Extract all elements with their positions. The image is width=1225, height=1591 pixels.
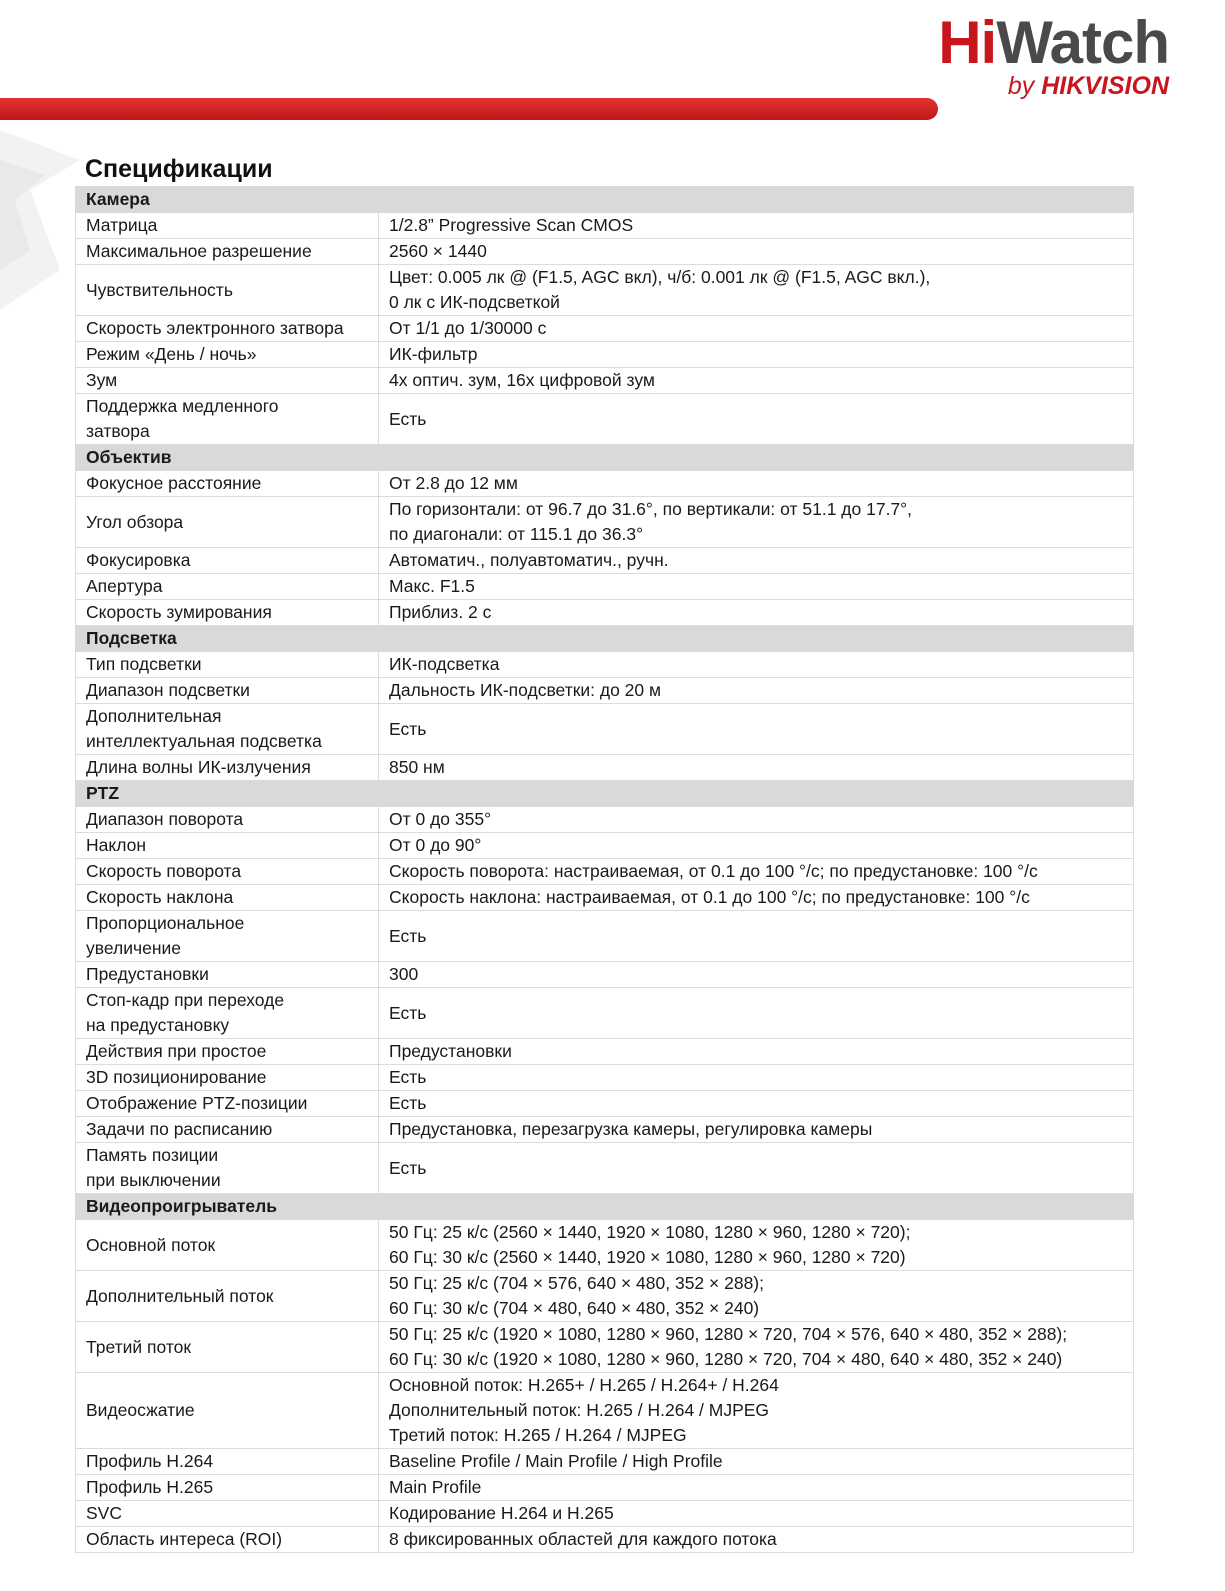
section-header [76,1194,1134,1220]
spec-label-line: на предустановку [86,1015,230,1035]
spec-value-line: 850 нм [389,757,445,777]
spec-label [76,1065,379,1091]
spec-value-line: 50 Гц: 25 к/с (704 × 576, 640 × 480, 352 × 288); [389,1273,764,1293]
spec-row [76,1475,1134,1501]
spec-label-line: Наклон [86,835,147,855]
header-red-bar [0,98,938,120]
spec-row [76,548,1134,574]
spec-row [76,600,1134,626]
spec-label-line: Матрица [86,215,158,235]
spec-label-line: Зум [86,370,118,390]
spec-value [379,652,1134,678]
spec-value [379,600,1134,626]
spec-label-line: SVC [86,1503,122,1523]
spec-row [76,1501,1134,1527]
spec-value-line: Скорость поворота: настраиваемая, от 0.1 до 100 °/с; по предустановке: 100 °/с [389,861,1038,881]
spec-row [76,1091,1134,1117]
spec-label [76,1449,379,1475]
spec-row [76,885,1134,911]
spec-label [76,911,379,962]
spec-value [379,859,1134,885]
spec-value [379,1322,1134,1373]
spec-label-line: Скорость электронного затвора [86,318,344,338]
spec-value [379,574,1134,600]
spec-row [76,1527,1134,1553]
spec-row [76,988,1134,1039]
spec-value [379,911,1134,962]
spec-label [76,342,379,368]
logo-watch: Watch [996,9,1169,76]
spec-value [379,678,1134,704]
spec-row [76,833,1134,859]
spec-row [76,1373,1134,1449]
spec-value [379,988,1134,1039]
spec-label-line: при выключении [86,1170,221,1190]
spec-value-line: 300 [389,964,419,984]
spec-value-line: 0 лк с ИК-подсветкой [389,292,560,312]
spec-value-line: От 2.8 до 12 мм [389,473,518,493]
spec-value-line: Приблиз. 2 с [389,602,492,622]
spec-value [379,316,1134,342]
section-title: Камера [76,187,1134,213]
spec-label-line: Фокусировка [86,550,191,570]
spec-label [76,316,379,342]
spec-label-line: Отображение PTZ-позиции [86,1093,308,1113]
spec-label [76,265,379,316]
spec-value-line: Есть [389,1002,427,1023]
spec-value [379,755,1134,781]
spec-value [379,1271,1134,1322]
spec-label-line: Профиль H.264 [86,1451,214,1471]
spec-value-line: Скорость наклона: настраиваемая, от 0.1 до 100 °/с; по предустановке: 100 °/с [389,887,1030,907]
spec-value-line: 2560 × 1440 [389,241,487,261]
spec-value [379,833,1134,859]
spec-label-line: Память позиции [86,1145,219,1165]
spec-value [379,1501,1134,1527]
spec-value-line: Цвет: 0.005 лк @ (F1.5, AGC вкл), ч/б: 0.001 лк @ (F1.5, AGC вкл.), [389,267,931,287]
spec-label [76,368,379,394]
spec-label [76,548,379,574]
spec-row [76,394,1134,445]
spec-value [379,368,1134,394]
section-title: Объектив [76,445,1134,471]
spec-label-line: Предустановки [86,964,209,984]
spec-row [76,755,1134,781]
spec-label-line: Дополнительная [86,706,222,726]
spec-value-line: Дальность ИК-подсветки: до 20 м [389,680,662,700]
spec-label [76,807,379,833]
spec-value-line: Есть [389,718,427,739]
spec-row [76,1117,1134,1143]
section-header [76,781,1134,807]
spec-value-line: От 0 до 355° [389,809,492,829]
spec-label-line: Чувствительность [86,279,233,300]
spec-label [76,1220,379,1271]
spec-value [379,497,1134,548]
spec-value-line: Макс. F1.5 [389,576,475,596]
spec-table [75,186,1134,1553]
spec-row [76,1449,1134,1475]
spec-row [76,911,1134,962]
spec-row [76,213,1134,239]
spec-label-line: интеллектуальная подсветка [86,731,322,751]
spec-value [379,1527,1134,1553]
spec-label [76,1527,379,1553]
spec-label-line: Задачи по расписанию [86,1119,273,1139]
spec-label-line: Диапазон поворота [86,809,244,829]
spec-value-line: Есть [389,408,427,429]
spec-value-line: Есть [389,1093,427,1113]
spec-label-line: увеличение [86,938,182,958]
spec-row [76,1039,1134,1065]
spec-label [76,704,379,755]
spec-value [379,265,1134,316]
spec-label-line: Фокусное расстояние [86,473,262,493]
spec-label [76,1039,379,1065]
spec-label [76,1117,379,1143]
spec-label-line: Действия при простое [86,1041,267,1061]
spec-row [76,342,1134,368]
spec-value-line: Третий поток: H.265 / H.264 / MJPEG [389,1425,687,1445]
spec-row [76,316,1134,342]
spec-row [76,497,1134,548]
spec-label-line: Максимальное разрешение [86,241,312,261]
spec-value [379,471,1134,497]
spec-label [76,574,379,600]
spec-value [379,1065,1134,1091]
section-header [76,187,1134,213]
spec-row [76,859,1134,885]
logo-hikvision: HIKVISION [1041,72,1169,100]
spec-value-line: 4x оптич. зум, 16x цифровой зум [389,370,655,390]
spec-label-line: Пропорциональное [86,913,245,933]
spec-label [76,885,379,911]
spec-label-line: Поддержка медленного [86,396,279,416]
spec-value-line: 60 Гц: 30 к/с (704 × 480, 640 × 480, 352 × 240) [389,1298,760,1318]
spec-label-line: Апертура [86,576,163,596]
spec-label-line: Длина волны ИК-излучения [86,757,311,777]
spec-row [76,704,1134,755]
spec-value [379,239,1134,265]
section-header [76,626,1134,652]
spec-label [76,652,379,678]
spec-value-line: Автоматич., полуавтоматич., ручн. [389,550,669,570]
spec-label [76,239,379,265]
spec-value-line: Основной поток: H.265+ / H.265 / H.264+ / H.264 [389,1375,779,1395]
spec-label [76,471,379,497]
spec-label [76,962,379,988]
spec-label-line: Дополнительный поток [86,1285,274,1306]
spec-label-line: Угол обзора [86,511,184,532]
spec-value-line: Есть [389,925,427,946]
page-title: Спецификации [85,155,273,183]
spec-value-line: ИК-фильтр [389,344,478,364]
spec-value-line: Предустановки [389,1041,512,1061]
spec-label [76,497,379,548]
spec-row [76,1220,1134,1271]
spec-label [76,1143,379,1194]
section-title: Видеопроигрыватель [76,1194,1134,1220]
spec-value-line: 50 Гц: 25 к/с (1920 × 1080, 1280 × 960, 1280 × 720, 704 × 576, 640 × 480, 352 × 288); [389,1324,1068,1344]
spec-value [379,1373,1134,1449]
spec-value-line: Кодирование H.264 и H.265 [389,1503,614,1523]
spec-value-line: по диагонали: от 115.1 до 36.3° [389,524,644,544]
spec-row [76,678,1134,704]
spec-label [76,678,379,704]
logo-by: by [1007,72,1035,100]
spec-label-line: Видеосжатие [86,1400,195,1420]
spec-label [76,859,379,885]
spec-label-line: Скорость поворота [86,861,242,881]
spec-row [76,368,1134,394]
spec-value-line: Baseline Profile / Main Profile / High Profile [389,1451,723,1471]
section-title: Подсветка [76,626,1134,652]
spec-label [76,600,379,626]
spec-value-line: Дополнительный поток: H.265 / H.264 / MJPEG [389,1400,770,1420]
spec-label-line: Скорость зумирования [86,602,272,622]
spec-value-line: От 1/1 до 1/30000 с [389,318,547,338]
spec-label-line: Режим «День / ночь» [86,344,257,364]
spec-value [379,342,1134,368]
spec-label [76,755,379,781]
spec-row [76,807,1134,833]
spec-value [379,962,1134,988]
spec-label [76,833,379,859]
spec-label-line: 3D позиционирование [86,1067,267,1087]
spec-label [76,213,379,239]
spec-label-line: Тип подсветки [86,654,202,674]
spec-label-line: Диапазон подсветки [86,680,250,700]
spec-value [379,1091,1134,1117]
spec-label [76,1091,379,1117]
spec-value-line: От 0 до 90° [389,835,482,855]
spec-value [379,1475,1134,1501]
spec-value [379,885,1134,911]
hiwatch-logo [938,9,1169,100]
spec-value [379,1039,1134,1065]
spec-value [379,1220,1134,1271]
spec-row [76,1065,1134,1091]
spec-value [379,807,1134,833]
spec-value [379,1449,1134,1475]
spec-label-line: Скорость наклона [86,887,234,907]
spec-row [76,1143,1134,1194]
spec-value-line: Main Profile [389,1477,482,1497]
spec-value-line: Есть [389,1157,427,1178]
spec-value [379,1117,1134,1143]
spec-value-line: 60 Гц: 30 к/с (2560 × 1440, 1920 × 1080, 1280 × 960, 1280 × 720) [389,1247,906,1267]
section-title: PTZ [76,781,1134,807]
spec-label [76,1322,379,1373]
spec-label [76,394,379,445]
spec-label [76,1271,379,1322]
spec-value-line: 50 Гц: 25 к/с (2560 × 1440, 1920 × 1080, 1280 × 960, 1280 × 720); [389,1222,911,1242]
spec-label-line: Стоп-кадр при переходе [86,990,285,1010]
section-header [76,445,1134,471]
logo-hi: Hi [938,9,997,76]
spec-value-line: ИК-подсветка [389,654,500,674]
spec-value-line: 60 Гц: 30 к/с (1920 × 1080, 1280 × 960, 1280 × 720, 704 × 480, 640 × 480, 352 × 240) [389,1349,1063,1369]
spec-row [76,239,1134,265]
spec-value-line: 8 фиксированных областей для каждого потока [389,1529,777,1549]
spec-label [76,988,379,1039]
spec-value [379,1143,1134,1194]
spec-value-line: 1/2.8” Progressive Scan CMOS [389,215,634,235]
spec-label-line: затвора [86,421,150,441]
spec-value [379,548,1134,574]
spec-label-line: Третий поток [86,1336,192,1357]
spec-row [76,265,1134,316]
spec-row [76,962,1134,988]
spec-value [379,704,1134,755]
spec-row [76,1322,1134,1373]
spec-label-line: Область интереса (ROI) [86,1529,283,1549]
spec-row [76,1271,1134,1322]
spec-value [379,394,1134,445]
spec-value-line: Предустановка, перезагрузка камеры, регулировка камеры [389,1119,873,1139]
spec-row [76,471,1134,497]
spec-label [76,1475,379,1501]
spec-value [379,213,1134,239]
spec-row [76,652,1134,678]
spec-label-line: Профиль H.265 [86,1477,214,1497]
spec-value-line: Есть [389,1067,427,1087]
spec-label-line: Основной поток [86,1234,216,1255]
spec-value-line: По горизонтали: от 96.7 до 31.6°, по вертикали: от 51.1 до 17.7°, [389,499,913,519]
spec-label [76,1501,379,1527]
spec-row [76,574,1134,600]
spec-label [76,1373,379,1449]
